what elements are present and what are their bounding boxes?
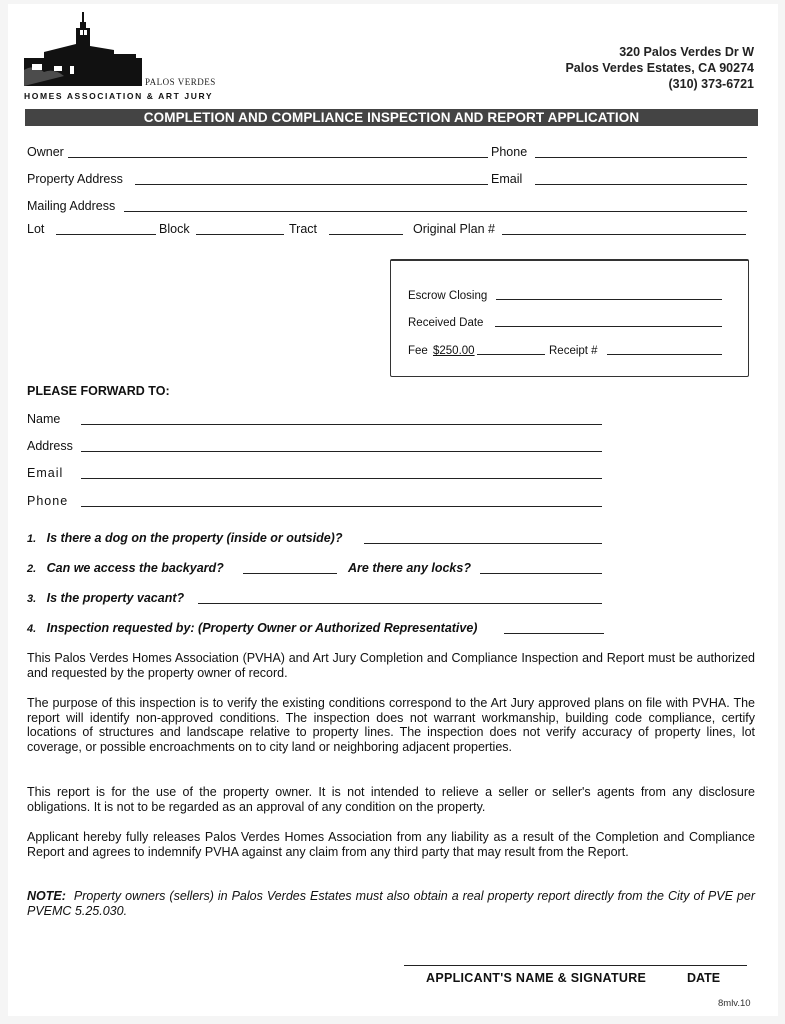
form-code: 8mlv.10 — [718, 998, 751, 1009]
forward-address-field[interactable] — [81, 451, 602, 452]
forward-phone-label: Phone — [27, 494, 69, 508]
authorization-paragraph: This Palos Verdes Homes Association (PVHA) and Art Jury Completion and Compliance Inspection and Report must be authorized and requested by the property owner of record. — [27, 651, 755, 680]
fee-value: $250.00 — [433, 345, 475, 357]
address-phone: (310) 373-6721 — [668, 77, 754, 91]
question-1 — [27, 531, 342, 546]
receipt-field[interactable] — [607, 354, 722, 355]
question-4 — [27, 621, 477, 636]
use-paragraph: This report is for the use of the property owner. It is not intended to relieve a seller or seller's agents from any disclosure obligations. It is not to be regarded as an approval of any condition on the property. — [27, 785, 755, 814]
forward-phone-field[interactable] — [81, 506, 602, 507]
property-address-label: Property Address — [27, 172, 123, 186]
question-2 — [27, 561, 224, 576]
fee-field[interactable] — [477, 354, 545, 355]
purpose-paragraph: The purpose of this inspection is to verify the existing conditions correspond to the Art Jury approved plans on file with PVHA. The report will identify non-approved conditions. The inspection does not warrant workmanship, building code compliance, certify locations of structures and landscape relative to property lines. The inspection does not verify accuracy of property lines, lot coverage, or possible encroachments on to city land or neighboring adjacent properties. — [27, 696, 755, 754]
block-field[interactable] — [196, 234, 284, 235]
logo-name-line2: HOMES ASSOCIATION & ART JURY — [24, 91, 214, 101]
forward-name-label: Name — [27, 412, 61, 426]
form-page — [8, 4, 778, 1016]
question-1-number: 1. — [27, 533, 37, 545]
logo-name-line1: PALOS VERDES — [145, 77, 216, 87]
note-paragraph — [27, 889, 755, 918]
escrow-closing-label: Escrow Closing — [408, 290, 488, 302]
mailing-address-field[interactable] — [124, 211, 747, 212]
forward-email-label: Email — [27, 466, 64, 480]
email-label: Email — [491, 172, 523, 186]
owner-label: Owner — [27, 145, 64, 159]
forward-heading: PLEASE FORWARD TO: — [27, 384, 170, 398]
note-text: Property owners (sellers) in Palos Verdes Estates must also obtain a real property report directly from the City of PVE per PVEMC 5.25.030. — [27, 889, 755, 918]
office-use-box — [390, 259, 749, 377]
owner-field[interactable] — [68, 157, 488, 158]
note-label: NOTE: — [27, 889, 66, 903]
pvha-logo — [24, 10, 234, 100]
address-street: 320 Palos Verdes Dr W — [619, 45, 754, 59]
question-2b-text: Are there any locks? — [348, 561, 471, 575]
question-3 — [27, 591, 184, 606]
mailing-address-label: Mailing Address — [27, 199, 116, 213]
release-paragraph: Applicant hereby fully releases Palos Verdes Homes Association from any liability as a result of the Completion and Compliance Report and agrees to indemnify PVHA against any claim from any third party that may result from the Report. — [27, 830, 755, 859]
question-4-text: Inspection requested by: (Property Owner or Authorized Representative) — [46, 621, 478, 635]
forward-email-field[interactable] — [81, 478, 602, 479]
phone-field[interactable] — [535, 157, 747, 158]
question-2-number: 2. — [27, 563, 37, 575]
lot-label: Lot — [27, 222, 45, 236]
phone-label: Phone — [491, 145, 528, 159]
signature-label: APPLICANT'S NAME & SIGNATURE — [426, 971, 647, 985]
office-address — [565, 44, 754, 92]
building-silhouette-icon — [24, 10, 144, 88]
forward-name-field[interactable] — [81, 424, 602, 425]
date-label: DATE — [687, 971, 721, 985]
property-address-field[interactable] — [135, 184, 488, 185]
fee-label: Fee — [408, 345, 428, 357]
question-4-answer[interactable] — [504, 633, 604, 634]
form-title: COMPLETION AND COMPLIANCE INSPECTION AND REPORT APPLICATION — [25, 109, 758, 126]
received-date-field[interactable] — [495, 326, 722, 327]
email-field[interactable] — [535, 184, 747, 185]
question-3-answer[interactable] — [198, 603, 602, 604]
original-plan-field[interactable] — [502, 234, 746, 235]
receipt-label: Receipt # — [549, 345, 598, 357]
question-2b-answer[interactable] — [480, 573, 602, 574]
question-1-text: Is there a dog on the property (inside or outside)? — [46, 531, 343, 545]
forward-address-label: Address — [27, 439, 73, 453]
question-3-number: 3. — [27, 593, 37, 605]
question-3-text: Is the property vacant? — [46, 591, 185, 605]
tract-label: Tract — [289, 222, 318, 236]
address-city: Palos Verdes Estates, CA 90274 — [565, 61, 754, 75]
tract-field[interactable] — [329, 234, 403, 235]
signature-line[interactable] — [404, 965, 747, 966]
original-plan-label: Original Plan # — [413, 222, 495, 236]
question-2-text: Can we access the backyard? — [46, 561, 224, 575]
question-2-answer[interactable] — [243, 573, 337, 574]
question-4-number: 4. — [27, 623, 37, 635]
block-label: Block — [159, 222, 190, 236]
question-1-answer[interactable] — [364, 543, 602, 544]
received-date-label: Received Date — [408, 317, 484, 329]
lot-field[interactable] — [56, 234, 156, 235]
escrow-closing-field[interactable] — [496, 299, 722, 300]
